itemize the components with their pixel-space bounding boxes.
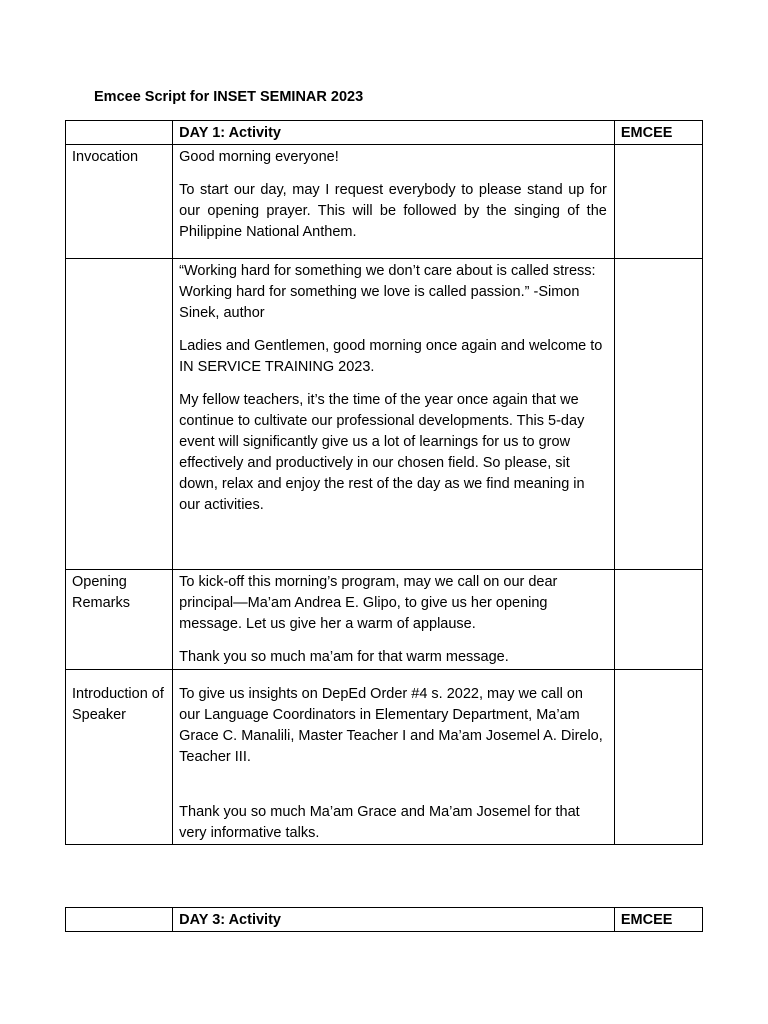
table-row [66, 570, 703, 670]
header-section-cell [66, 121, 173, 145]
welcome-quote: “Working hard for something we don’t care about is called stress: Working hard for something we love is called passion.” -Simon Sinek, author [179, 263, 596, 321]
table-row [66, 670, 703, 845]
day1-script-table [65, 120, 703, 845]
row-content-invocation [173, 145, 615, 259]
opening-remarks-call: To kick-off this morning’s program, may we call on our dear principal—Ma’am Andrea E. Glipo, to give us her opening message. Let us give her a warm of applause. [179, 574, 558, 632]
emcee-cell [614, 670, 702, 845]
introduction-thanks: Thank you so much Ma’am Grace and Ma’am Josemel for that very informative talks. [179, 804, 580, 841]
welcome-greeting: Ladies and Gentlemen, good morning once again and welcome to IN SERVICE TRAINING 2023. [179, 338, 603, 375]
header-section-cell [66, 908, 173, 932]
opening-remarks-thanks: Thank you so much ma’am for that warm message. [179, 649, 509, 665]
row-label-introduction: Introduction of Speaker [66, 670, 173, 845]
emcee-cell [614, 259, 702, 570]
header-activity-cell: DAY 3: Activity [173, 908, 615, 932]
row-label-invocation: Invocation [66, 145, 173, 259]
invocation-text: To start our day, may I request everybody to please stand up for our opening prayer. This will be followed by the singing of the Philippine National Anthem. [179, 182, 607, 240]
invocation-greeting: Good morning everyone! [179, 149, 339, 165]
document-title: Emcee Script for INSET SEMINAR 2023 [94, 89, 364, 105]
welcome-message: My fellow teachers, it’s the time of the year once again that we continue to cultivate our professional developments. This 5-day event will significantly give us a lot of learnings for us to grow effectively and productively in our chosen field. So please, sit down, relax and enjoy the rest of the day as we find meaning in our activities. [179, 392, 585, 513]
row-label-opening-remarks: Opening Remarks [66, 570, 173, 670]
row-content-introduction [173, 670, 615, 845]
table-row [66, 259, 703, 570]
header-emcee-cell: EMCEE [614, 908, 702, 932]
header-activity-cell: DAY 1: Activity [173, 121, 615, 145]
row-label-welcome [66, 259, 173, 570]
header-emcee-cell: EMCEE [614, 121, 702, 145]
row-content-welcome [173, 259, 615, 570]
table-header-row [66, 908, 703, 932]
day3-script-table [65, 907, 703, 932]
emcee-cell [614, 570, 702, 670]
emcee-cell [614, 145, 702, 259]
introduction-call: To give us insights on DepEd Order #4 s. 2022, may we call on our Language Coordinators in Elementary Department, Ma’am Grace C. Manalili, Master Teacher I and Ma’am Josemel A. Direlo, Teacher III. [179, 686, 603, 765]
table-header-row [66, 121, 703, 145]
table-row [66, 145, 703, 259]
row-content-opening-remarks [173, 570, 615, 670]
